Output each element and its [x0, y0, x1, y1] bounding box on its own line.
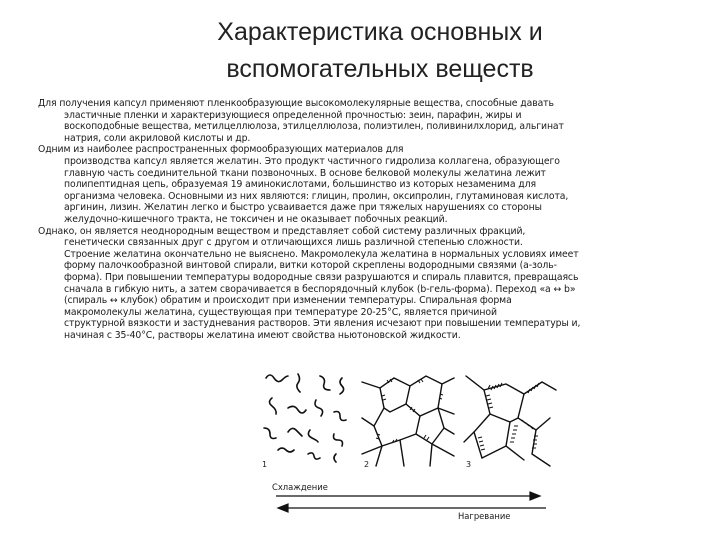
- slide-title: [0, 14, 720, 88]
- paragraph-line: генетически связанных друг с другом и отличающихся лишь различной степенью сложности.: [64, 237, 523, 249]
- paragraph-line: полипептидная цепь, образуемая 19 аминокислотами, большинство из которых незаменима для: [64, 179, 536, 191]
- paragraph-line: начиная с 35-40°С, растворы желатина имеют свойства ньютоновской жидкости.: [64, 329, 461, 341]
- heating-arrowhead: [278, 504, 288, 512]
- panel-number: 2: [364, 460, 370, 469]
- paragraph-line: аргинин, лизин. Желатин легко и быстро усваивается даже при тяжелых нарушениях со стороны: [64, 202, 542, 214]
- paragraph-line: производства капсул является желатин. Это продукт частичного гидролиза коллагена, образующего: [64, 155, 560, 167]
- paragraph-line: главную часть соединительной ткани позвоночных. В основе белковой молекулы желатина лежит: [64, 167, 546, 179]
- paragraph-line: сначала в гибкую нить, а затем сворачивается в беспорядочный клубок (b-гель-форма). Переход «a ↔ b»: [64, 283, 576, 295]
- paragraph-line: Строение желатина окончательно не выяснено. Макромолекула желатина в нормальных условиях имеет: [64, 248, 579, 260]
- helix-network-drawing: [462, 368, 558, 470]
- paragraph-capsule-materials: [38, 98, 678, 144]
- heating-label: Нагревание: [458, 511, 511, 521]
- cooling-label: Схлаждение: [272, 482, 328, 492]
- paragraph-line: натрия, соли акриловой кислоты и др.: [64, 132, 251, 144]
- paragraph-line: желудочно-кишечного тракта, не токсичен и не оказывает побочных реакций.: [64, 213, 448, 225]
- panel-number: 3: [466, 460, 472, 469]
- paragraph-lead: Однако, он является неоднородным веществом и представляет собой систему различных фракций,: [38, 225, 526, 237]
- paragraph-lead: Одним из наиболее распространенных формообразующих материалов для: [38, 144, 404, 156]
- panel-helix-network: [462, 368, 558, 470]
- paragraph-line: форма). При повышении температуры водородные связи разрушаются и спираль плавится, превращаясь: [64, 271, 579, 283]
- paragraph-line: организма человека. Основными из них являются: глицин, пролин, оксипролин, глутаминовая кислота,: [64, 190, 569, 202]
- paragraph-gelatin-structure: [38, 226, 678, 342]
- paragraph-line: структурной вязкости и застудневания растворов. Эти явления исчезают при повышении температуры и,: [64, 318, 581, 330]
- coils-drawing: [258, 368, 354, 470]
- panel-sol-coils: [258, 368, 354, 470]
- paragraph-lead: Для получения капсул применяют пленкообразующие высокомолекулярные вещества, способные давать: [38, 98, 554, 109]
- paragraph-line: форму палочкообразной винтовой спирали, витки которой скреплены водородными связями (а-золь-: [64, 260, 557, 272]
- paragraph-line: (спираль ↔ клубок) обратим и происходит при изменении температуры. Спиральная форма: [64, 295, 512, 307]
- paragraph-line: макромолекулы желатина, существующая при температуре 20-25°С, является причиной: [64, 306, 497, 318]
- title-line-1: Характеристика основных и: [217, 18, 543, 46]
- panel-number: 1: [262, 460, 268, 469]
- gelatin-structure-figure: [258, 368, 558, 540]
- cooling-arrowhead: [530, 492, 540, 500]
- title-line-2: вспомогательных веществ: [226, 55, 534, 83]
- paragraph-line: воскоподобные вещества, метилцеллюлоза, этилцеллюлоза, полиэтилен, поливинилхлорид, альгинат: [64, 121, 564, 133]
- network-drawing: [360, 368, 456, 470]
- paragraph-line: эластичные пленки и характеризующиеся определенной прочностью: зеин, парафин, жиры и: [64, 109, 522, 121]
- paragraph-gelatin: [38, 144, 678, 225]
- slide-body-text: [38, 98, 678, 341]
- panel-gel-network: [360, 368, 456, 470]
